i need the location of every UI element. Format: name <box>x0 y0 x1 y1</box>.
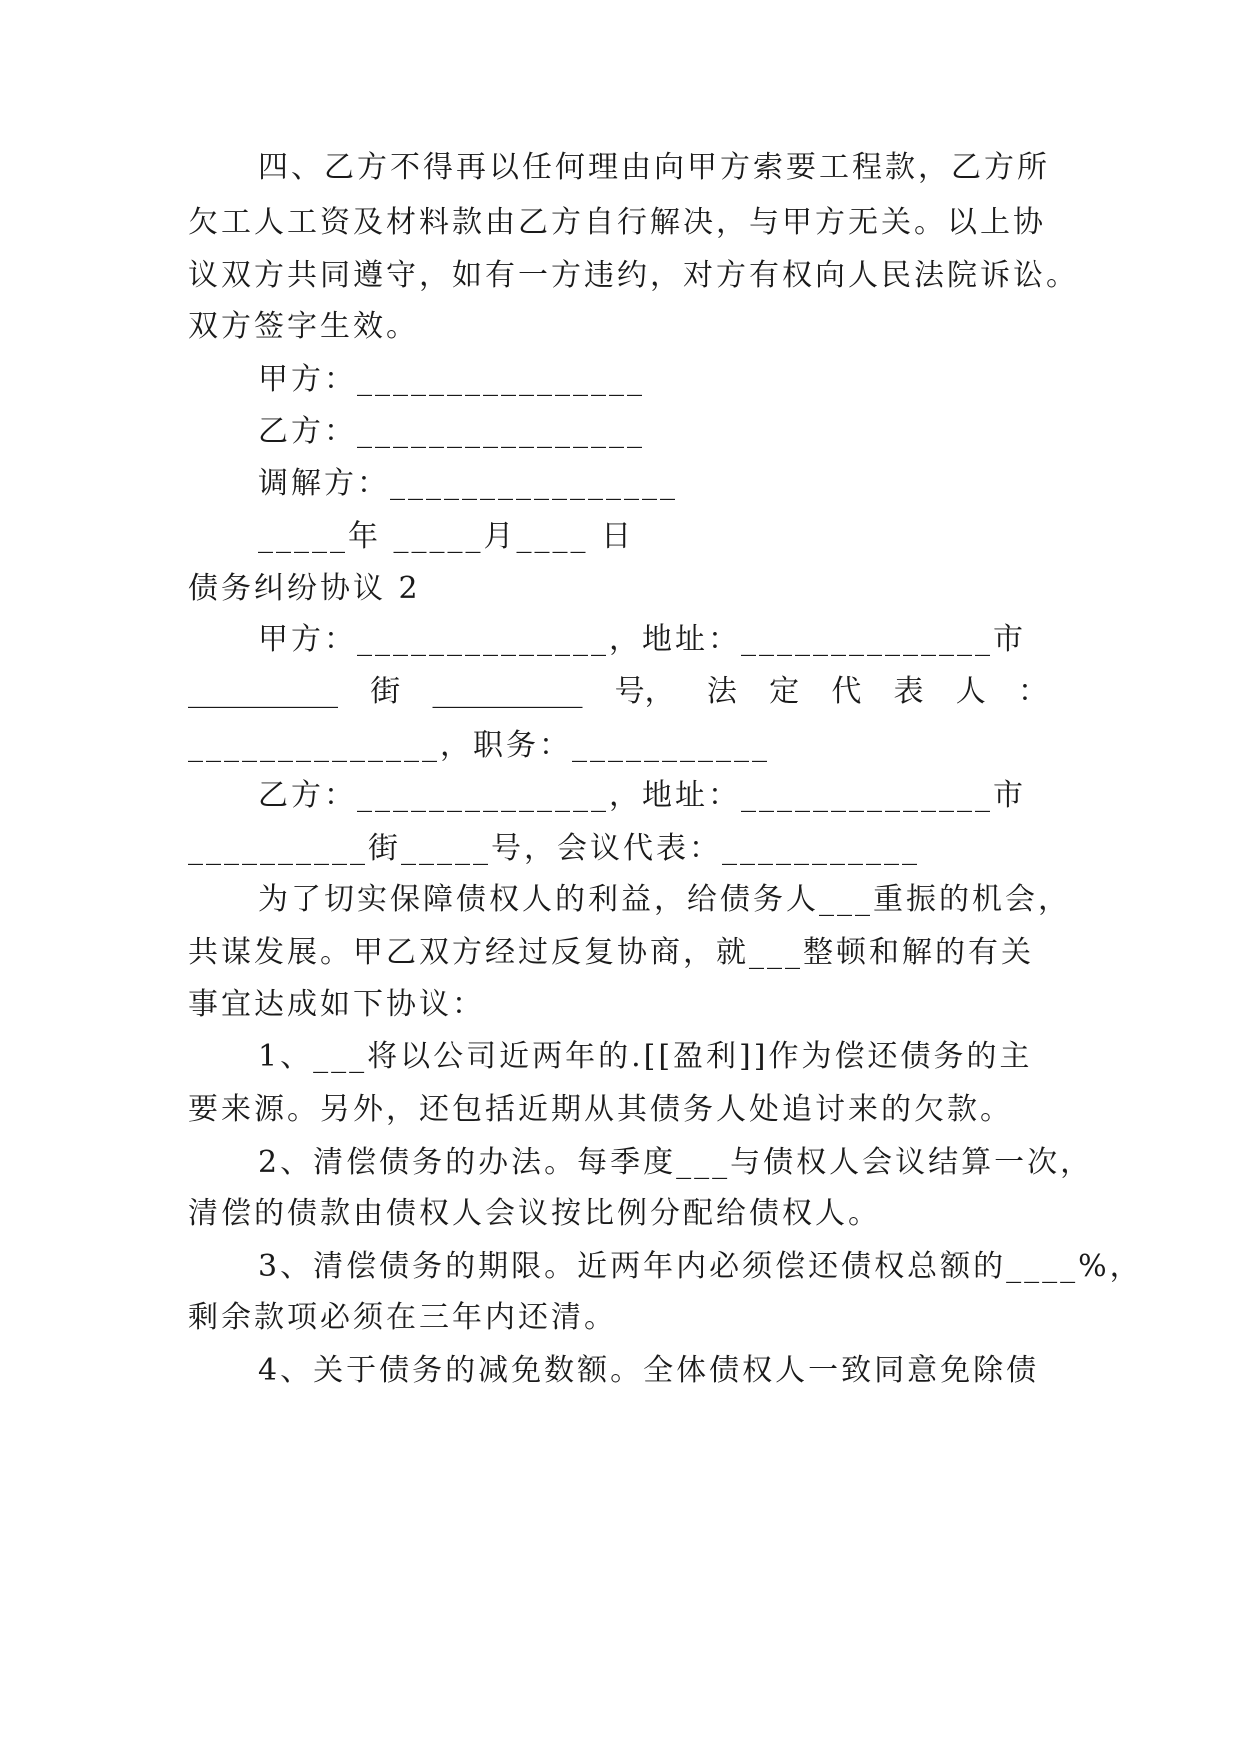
paragraph-line: 双方签字生效。 <box>188 309 419 344</box>
party-a-position-line: ______________，职务：___________ <box>188 728 770 763</box>
text-fragment: 表 <box>893 674 924 709</box>
date-line: _____年 _____月____ 日 <box>258 519 635 554</box>
clause-3-line: 3、清偿债务的期限。近两年内必须偿还债权总额的____%， <box>258 1249 1143 1284</box>
mediator-signature-line: 调解方：________________ <box>258 466 678 501</box>
text-fragment: 号， <box>614 674 675 709</box>
party-b-signature-line: 乙方：________________ <box>258 414 645 449</box>
text-fragment: __________ <box>432 674 583 709</box>
paragraph-line: 事宜达成如下协议： <box>188 987 485 1022</box>
party-a-info-line: 甲方：______________，地址：______________市 <box>258 622 1026 657</box>
text-fragment: __________ <box>188 674 338 709</box>
party-a-address-line <box>188 672 1048 712</box>
text-fragment: 法 <box>706 674 737 709</box>
clause-2-line: 清偿的债款由债权人会议按比例分配给债权人。 <box>188 1196 881 1231</box>
agreement-title: 债务纠纷协议 2 <box>188 571 421 606</box>
clause-4-line: 4、关于债务的减免数额。全体债权人一致同意免除债 <box>258 1353 1040 1388</box>
clause-1-line: 1、___将以公司近两年的.[[盈利]]作为偿还债务的主 <box>258 1039 1033 1074</box>
clause-3-line: 剩余款项必须在三年内还清。 <box>188 1300 617 1335</box>
paragraph-line: 欠工人工资及材料款由乙方自行解决，与甲方无关。以上协 <box>188 205 1046 240</box>
text-fragment: 代 <box>831 674 862 709</box>
clause-2-line: 2、清偿债务的办法。每季度___与债权人会议结算一次， <box>258 1145 1094 1180</box>
text-fragment: 定 <box>769 674 800 709</box>
clause-1-line: 要来源。另外，还包括近期从其债务人处追讨来的欠款。 <box>188 1092 1013 1127</box>
party-a-signature-line: 甲方：________________ <box>258 362 645 397</box>
text-fragment: 街 <box>370 674 401 709</box>
paragraph-line: 为了切实保障债权人的利益，给债务人___重振的机会， <box>258 882 1071 917</box>
text-fragment: 人 <box>955 674 986 709</box>
paragraph-line: 议双方共同遵守，如有一方违约，对方有权向人民法院诉讼。 <box>188 258 1079 293</box>
text-fragment: ： <box>1017 674 1048 709</box>
paragraph-line: 四、乙方不得再以任何理由向甲方索要工程款，乙方所 <box>258 150 1050 185</box>
party-b-info-line: 乙方：______________，地址：______________市 <box>258 778 1026 813</box>
paragraph-line: 共谋发展。甲乙双方经过反复协商，就___整顿和解的有关 <box>188 935 1034 970</box>
party-b-address-line: __________街_____号，会议代表：___________ <box>188 831 920 866</box>
